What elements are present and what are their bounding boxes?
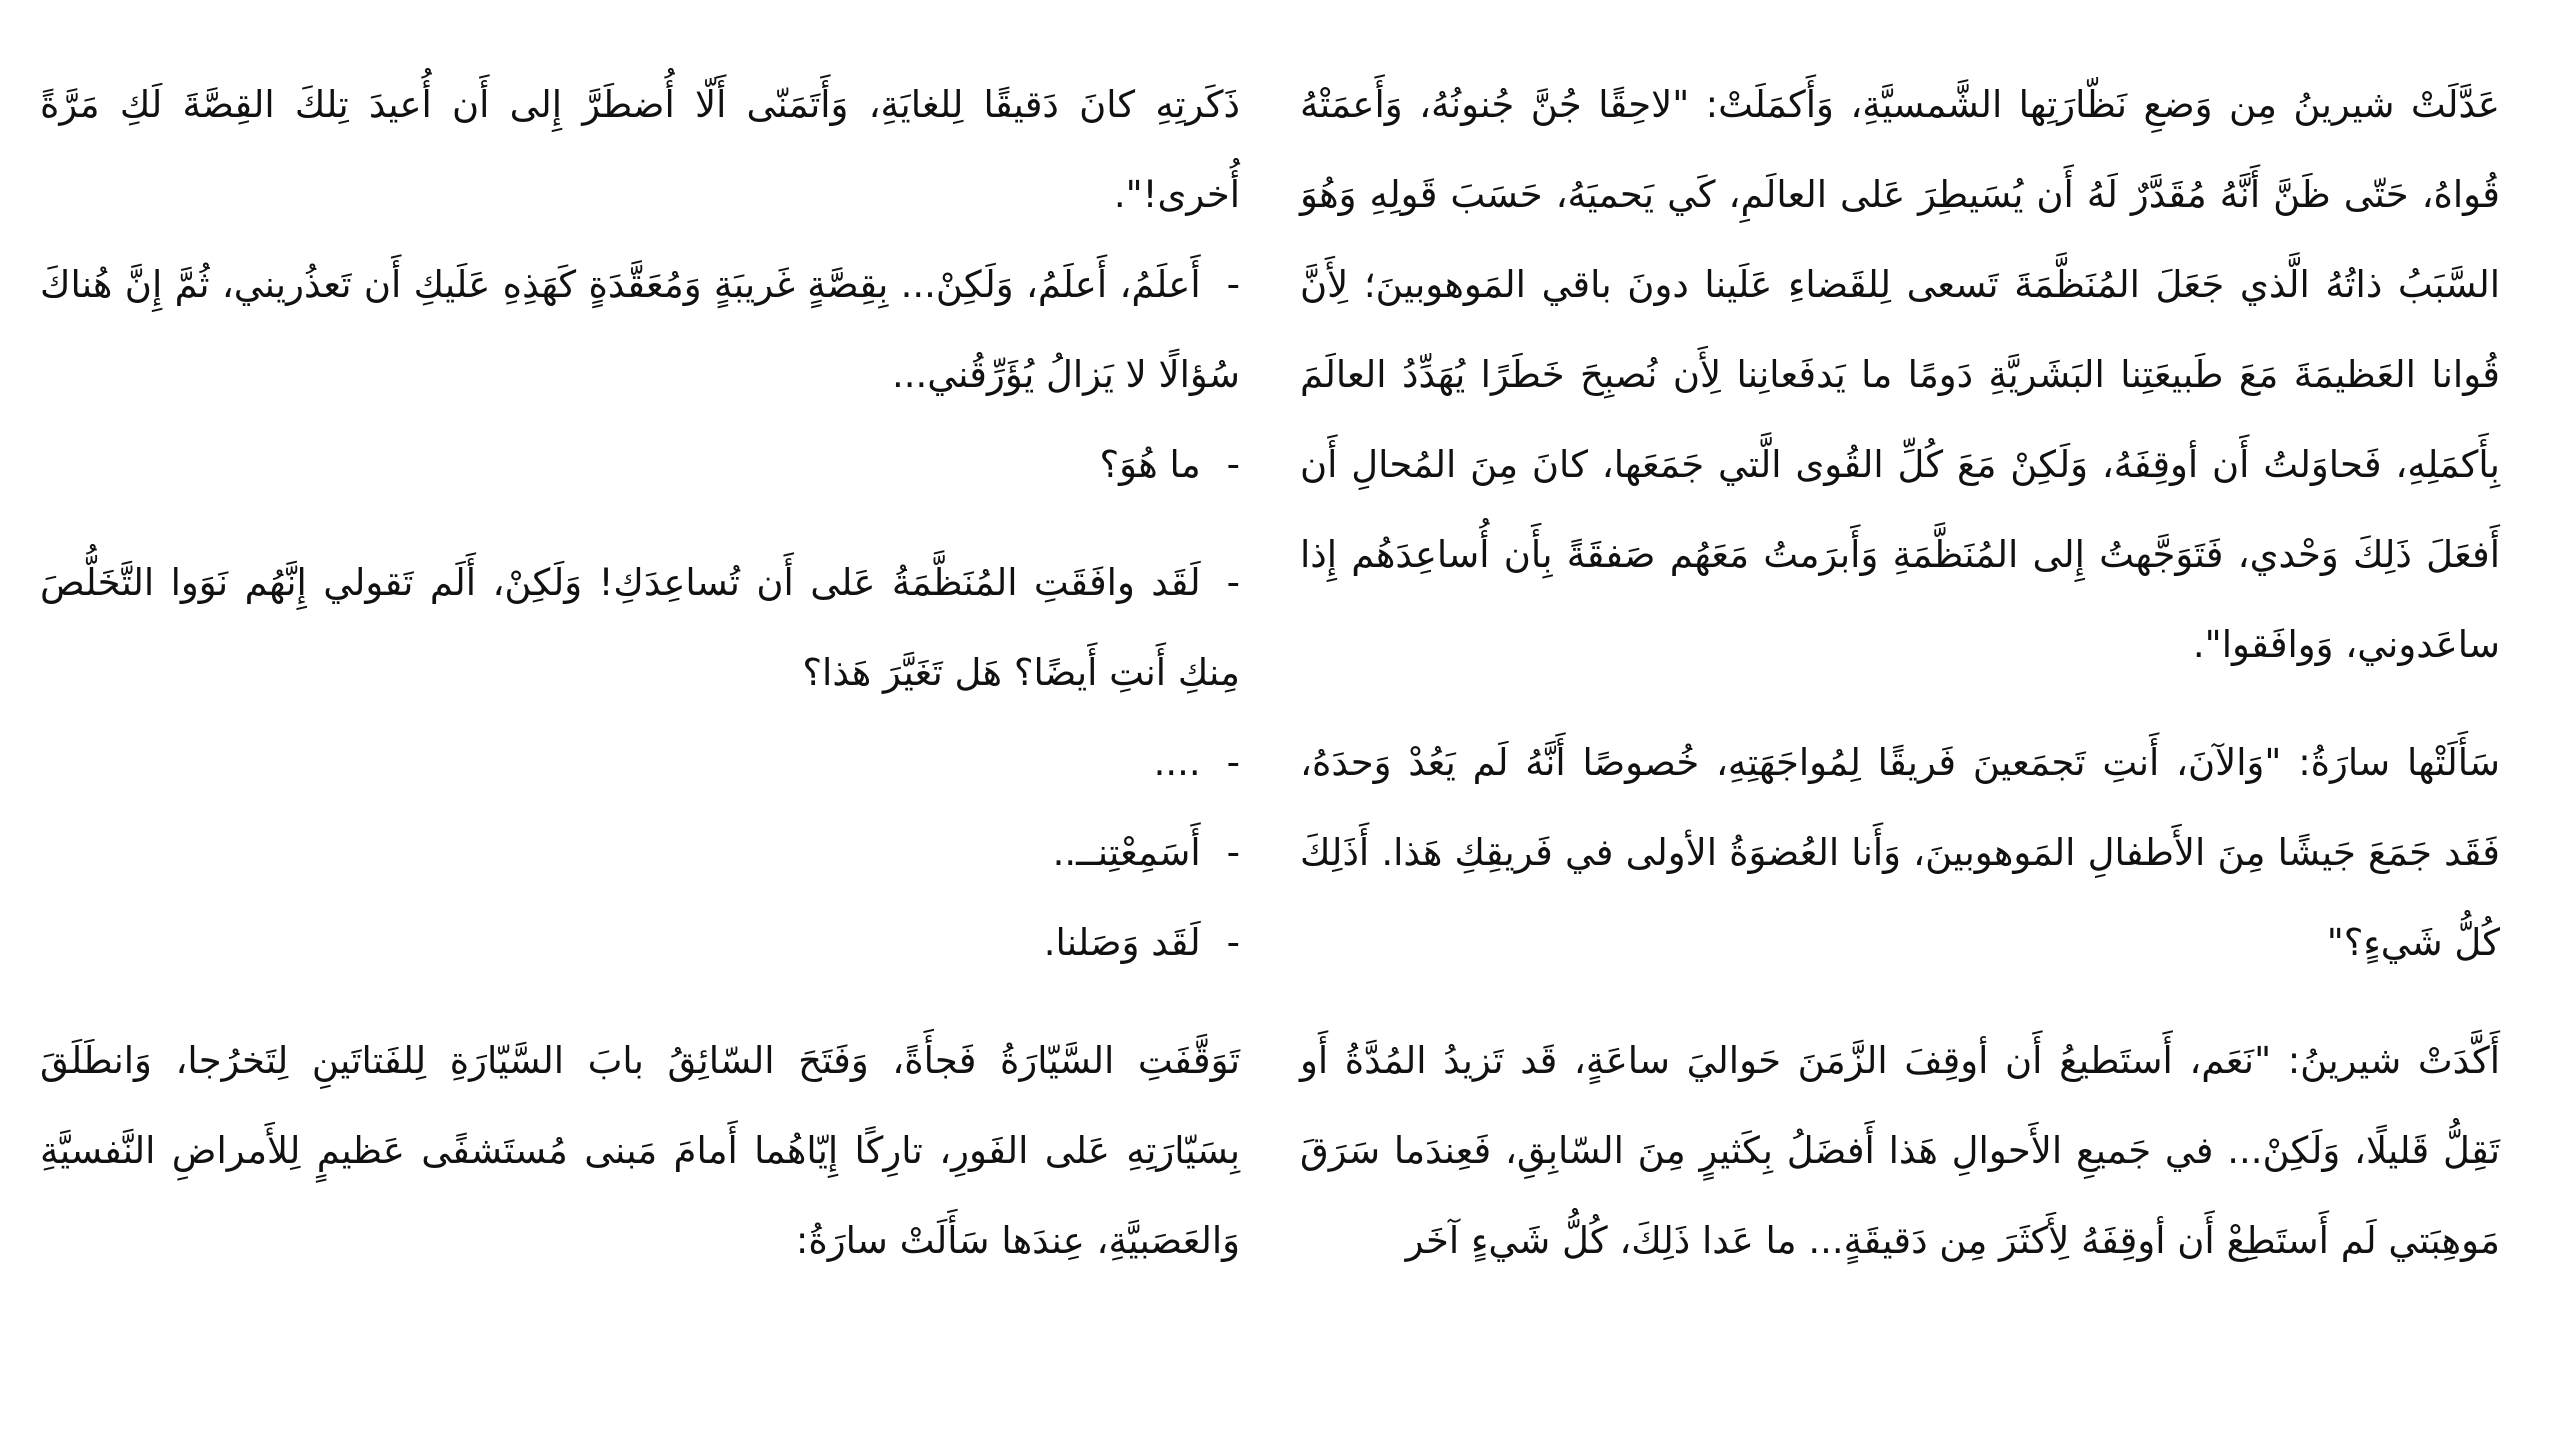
dialogue-dash: - (1226, 561, 1240, 604)
dialogue-text: لَقَد وَصَلنا. (1043, 921, 1201, 964)
paragraph-shireen-confirms: أَكَّدَتْ شيرينُ: "نَعَم، أَستَطيعُ أَن أوقِفَ الزَّمَنَ حَواليَ ساعَةٍ، قَد تَزيدُ المُدَّةُ أَو تَقِلُّ قَليلًا، وَلَكِنْ... في جَميعِ الأَحوالِ هَذا أَفضَلُ بِكَثيرٍ مِنَ السّابِقِ، فَعِندَما سَرَقَ مَوهِبَتي لَم أَستَطِعْ أَن أوقِفَهُ لِأَكثَرَ مِن دَقيقَةٍ... ما عَدا ذَلِكَ، كُلُّ شَيءٍ آخَر (1300, 1039, 2500, 1262)
dialogue-line (40, 898, 1240, 988)
dialogue-dash: - (1226, 741, 1240, 784)
dialogue-text: أَعلَمُ، أَعلَمُ، وَلَكِنْ... بِقِصَّةٍ غَريبَةٍ وَمُعَقَّدَةٍ كَهَذِهِ عَلَيكِ أَن تَعذُريني، ثُمَّ إِنَّ هُناكَ سُؤالًا لا يَزالُ يُؤَرِّقُني... (40, 263, 1240, 396)
dialogue-line (40, 420, 1240, 510)
left-column (40, 60, 1240, 1286)
paragraph-gap (1300, 690, 2500, 718)
dialogue-text: لَقَد وافَقَتِ المُنَظَّمَةُ عَلى أَن تُساعِدَكِ! وَلَكِنْ، أَلَم تَقولي إِنَّهُم نَوَوا التَّخَلُّصَ مِنكِ أَنتِ أَيضًا؟ هَل تَغَيَّرَ هَذا؟ (40, 561, 1240, 694)
dialogue-dash: - (1226, 443, 1240, 486)
dialogue-dash: - (1226, 831, 1240, 874)
dialogue-line (40, 718, 1240, 808)
paragraph-gap (1300, 988, 2500, 1016)
paragraph-car-stops: تَوَقَّفَتِ السَّيّارَةُ فَجأَةً، وَفَتَحَ السّائِقُ بابَ السَّيّارَةِ لِلفَتاتَينِ لِتَخرُجا، وَانطَلَقَ بِسَيّارَتِهِ عَلى الفَورِ، تارِكًا إِيّاهُما أَمامَ مَبنى مُستَشفًى عَظيمٍ لِلأَمراضِ النَّفسيَّةِ وَالعَصَبيَّةِ، عِندَها سَأَلَتْ سارَةُ: (40, 1039, 1240, 1262)
paragraph-gap (40, 510, 1240, 538)
paragraph-sara-question: سَأَلَتْها سارَةُ: "وَالآنَ، أَنتِ تَجمَعينَ فَريقًا لِمُواجَهَتِهِ، خُصوصًا أَنَّهُ لَم يَعُدْ وَحدَهُ، فَقَد جَمَعَ جَيشًا مِنَ الأَطفالِ المَوهوبينَ، وَأَنا العُضوَةُ الأولى في فَريقِكِ هَذا. أَذَلِكَ كُلُّ شَيءٍ؟" (1300, 741, 2500, 964)
dialogue-dash: - (1226, 263, 1240, 306)
paragraph-shireen-story: عَدَّلَتْ شيرينُ مِن وَضعِ نَظّارَتِها الشَّمسيَّةِ، وَأَكمَلَتْ: "لاحِقًا جُنَّ جُنونُهُ، وَأَعمَتْهُ قُواهُ، حَتّى ظَنَّ أَنَّهُ مُقَدَّرٌ لَهُ أَن يُسَيطِرَ عَلى العالَمِ، كَي يَحميَهُ، حَسَبَ قَولِهِ وَهُوَ السَّبَبُ ذاتُهُ الَّذي جَعَلَ المُنَظَّمَةَ تَسعى لِلقَضاءِ عَلَينا دونَ باقي المَوهوبينَ؛ لِأَنَّ قُوانا العَظيمَةَ مَعَ طَبيعَتِنا البَشَريَّةِ دَومًا ما يَدفَعانِنا لِأَن نُصبِحَ خَطَرًا يُهَدِّدُ العالَمَ بِأَكمَلِهِ، فَحاوَلتُ أَن أوقِفَهُ، وَلَكِنْ مَعَ كُلِّ القُوى الَّتي جَمَعَها، كانَ مِنَ المُحالِ أَن أَفعَلَ ذَلِكَ وَحْدي، فَتَوَجَّهتُ إِلى المُنَظَّمَةِ وَأَبرَمتُ مَعَهُم صَفقَةً بِأَن أُساعِدَهُم إِذا ساعَدوني، وَوافَقوا". (1300, 83, 2500, 666)
dialogue-text: أَسَمِعْتِنــ.. (1052, 831, 1201, 874)
dialogue-text: .... (1153, 741, 1201, 784)
paragraph-continuation: ذَكَرتِهِ كانَ دَقيقًا لِلغايَةِ، وَأَتَمَنّى أَلّا أُضطَرَّ إِلى أَن أُعيدَ تِلكَ القِصَّةَ لَكِ مَرَّةً أُخرى!". (40, 83, 1240, 216)
dialogue-line (40, 538, 1240, 718)
dialogue-line (40, 808, 1240, 898)
right-column (1300, 60, 2500, 1286)
dialogue-line (40, 240, 1240, 420)
dialogue-text: ما هُوَ؟ (1099, 443, 1201, 486)
dialogue-dash: - (1226, 921, 1240, 964)
paragraph-gap (40, 988, 1240, 1016)
